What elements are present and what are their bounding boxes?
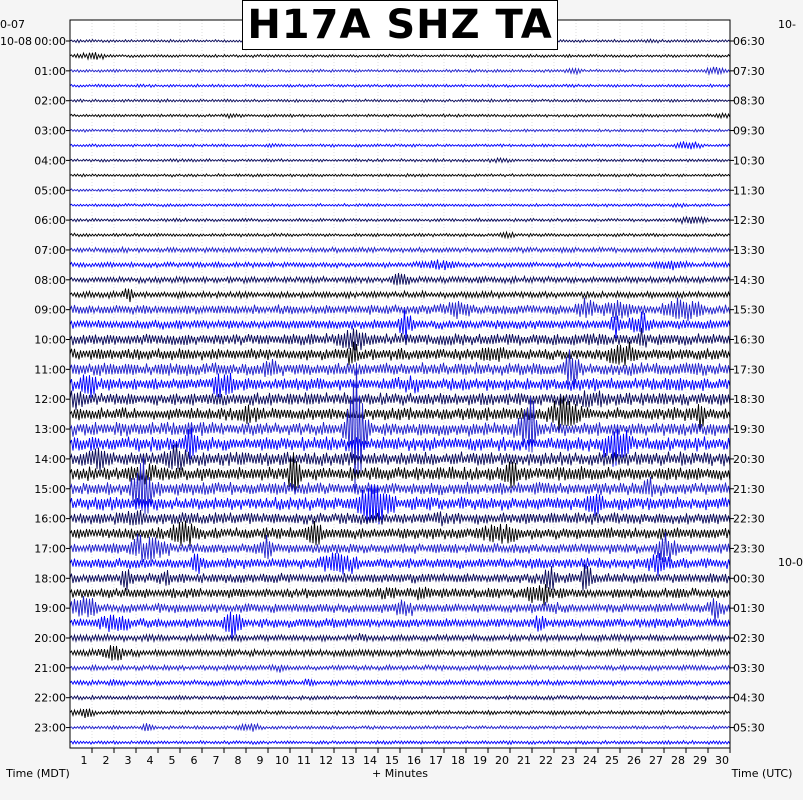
left-hour-label: 06:00 (34, 214, 66, 228)
x-tick-label: 5 (168, 754, 176, 767)
left-hour-label: 10:00 (34, 333, 66, 347)
right-hour-label: 06:30 (733, 35, 765, 48)
right-hour-label: 15:30 (733, 303, 765, 317)
left-hour-label: 21:00 (34, 661, 66, 675)
right-date-label: 10-0 (778, 556, 803, 569)
left-hour-label: 00:00 (34, 35, 66, 48)
left-hour-label: 03:00 (34, 124, 66, 138)
x-tick-label: 18 (451, 754, 465, 767)
right-hour-label: 11:30 (733, 184, 765, 198)
right-hour-label: 17:30 (733, 363, 765, 377)
right-hour-label: 03:30 (733, 661, 765, 675)
right-hour-label: 22:30 (733, 512, 765, 526)
left-hour-label: 08:00 (34, 273, 66, 287)
left-hour-label: 22:00 (34, 691, 66, 705)
right-hour-label: 14:30 (733, 273, 765, 287)
x-tick-label: 3 (124, 754, 132, 767)
right-hour-label: 21:30 (733, 482, 765, 496)
x-axis-label: + Minutes (371, 767, 429, 780)
left-hour-label: 05:00 (34, 184, 66, 198)
x-tick-label: 2 (102, 754, 110, 767)
left-hour-label: 01:00 (34, 64, 66, 78)
title-box (242, 0, 558, 50)
right-hour-label: 09:30 (733, 124, 765, 138)
left-hour-label: 19:00 (34, 602, 66, 616)
x-tick-label: 28 (671, 754, 685, 767)
right-hour-label: 10:30 (733, 154, 765, 168)
right-hour-label: 16:30 (733, 333, 765, 347)
right-axis-label: Time (UTC) (731, 767, 793, 780)
x-tick-label: 30 (715, 754, 729, 767)
right-hour-label: 08:30 (733, 94, 765, 108)
x-tick-label: 17 (429, 754, 443, 767)
x-tick-label: 21 (517, 754, 531, 767)
x-tick-label: 22 (539, 754, 553, 767)
chart-title: H17A SHZ TA (247, 2, 553, 48)
x-tick-label: 8 (234, 754, 242, 767)
left-hour-label: 12:00 (34, 393, 66, 407)
left-hour-label: 04:00 (34, 154, 66, 168)
left-hour-label: 18:00 (34, 572, 66, 586)
right-hour-label: 04:30 (733, 691, 765, 705)
left-hour-label: 13:00 (34, 423, 66, 437)
x-tick-label: 23 (561, 754, 575, 767)
left-date-label: 10-08 (0, 35, 32, 48)
right-hour-label: 19:30 (733, 423, 765, 437)
left-hour-label: 02:00 (34, 94, 66, 108)
x-tick-label: 24 (583, 754, 597, 767)
left-hour-label: 11:00 (34, 363, 66, 377)
x-tick-label: 20 (495, 754, 509, 767)
right-hour-label: 18:30 (733, 393, 765, 407)
right-hour-label: 05:30 (733, 721, 765, 735)
x-tick-label: 13 (341, 754, 355, 767)
x-tick-label: 15 (385, 754, 399, 767)
x-tick-label: 25 (605, 754, 619, 767)
x-tick-label: 10 (275, 754, 289, 767)
x-tick-label: 4 (146, 754, 154, 767)
right-hour-label: 02:30 (733, 632, 765, 645)
right-hour-label: 20:30 (733, 452, 765, 466)
x-tick-label: 12 (319, 754, 333, 767)
x-tick-label: 26 (627, 754, 641, 767)
x-tick-label: 6 (190, 754, 198, 767)
left-hour-label: 20:00 (34, 632, 66, 645)
right-hour-label: 07:30 (733, 64, 765, 78)
x-tick-label: 7 (212, 754, 220, 767)
left-hour-label: 07:00 (34, 243, 66, 257)
right-hour-label: 12:30 (733, 214, 765, 228)
right-hour-label: 00:30 (733, 572, 765, 586)
left-hour-label: 09:00 (34, 303, 66, 317)
x-tick-label: 27 (649, 754, 663, 767)
x-tick-label: 11 (297, 754, 311, 767)
right-start-date-label: 10- (778, 18, 796, 31)
x-tick-label: 19 (473, 754, 487, 767)
x-tick-label: 14 (363, 754, 377, 767)
left-hour-label: 16:00 (34, 512, 66, 526)
left-hour-label: 23:00 (34, 721, 66, 735)
left-hour-label: 17:00 (34, 542, 66, 556)
right-hour-label: 23:30 (733, 542, 765, 556)
x-tick-label: 1 (80, 754, 88, 767)
left-start-date-label: 0-07 (0, 18, 25, 31)
x-tick-label: 29 (693, 754, 707, 767)
x-tick-label: 9 (256, 754, 264, 767)
right-hour-label: 13:30 (733, 243, 765, 257)
x-tick-label: 16 (407, 754, 421, 767)
right-hour-label: 01:30 (733, 602, 765, 616)
left-hour-label: 14:00 (34, 452, 66, 466)
left-hour-label: 15:00 (34, 482, 66, 496)
left-axis-label: Time (MDT) (6, 767, 70, 780)
